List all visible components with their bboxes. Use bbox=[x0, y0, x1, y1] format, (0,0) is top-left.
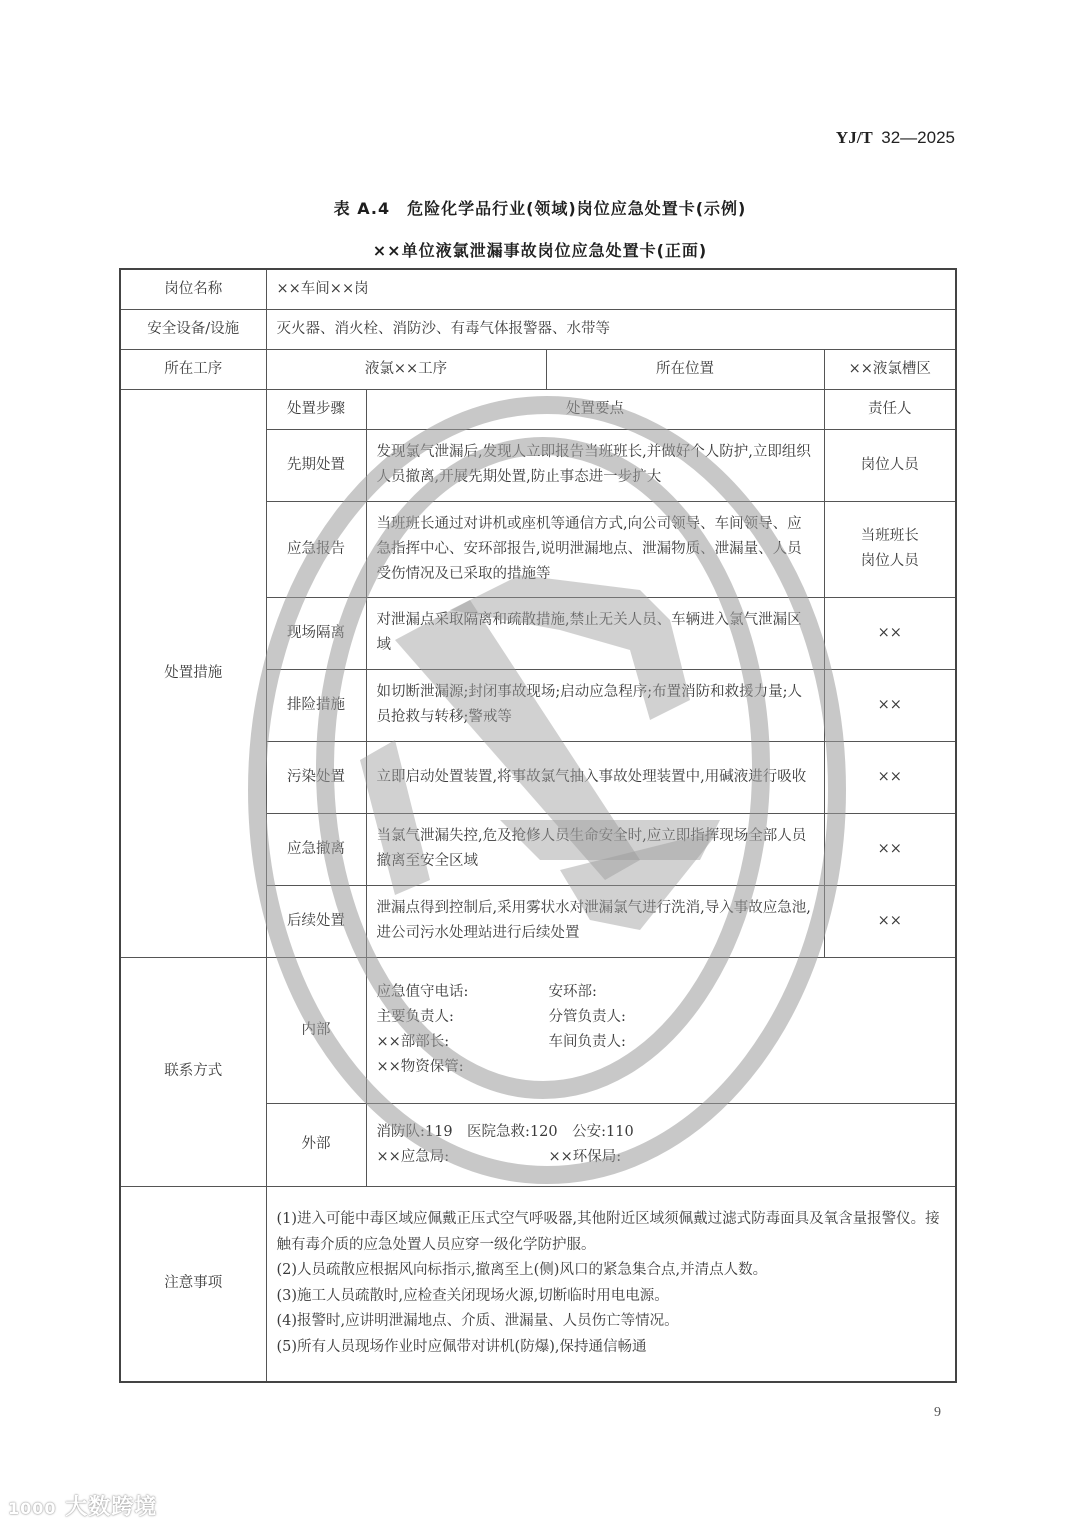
card-title: ××单位液氯泄漏事故岗位应急处置卡(正面) bbox=[372, 241, 708, 260]
equipment-value: 灭火器、消火栓、消防沙、有毒气体报警器、水带等 bbox=[266, 309, 956, 349]
contact-entry bbox=[549, 1055, 946, 1080]
equipment-label: 安全设备/设施 bbox=[120, 309, 266, 349]
standard-number: 32—2025 bbox=[881, 128, 955, 147]
measure-points: 当氯气泄漏失控,危及抢修人员生命安全时,应立即指挥现场全部人员撤离至安全区域 bbox=[366, 813, 824, 885]
measure-person: ×× bbox=[824, 597, 956, 669]
contact-internal-label: 内部 bbox=[266, 957, 366, 1103]
measure-step: 排险措施 bbox=[266, 669, 366, 741]
note-item: (5)所有人员现场作业时应佩带对讲机(防爆),保持通信畅通 bbox=[276, 1338, 647, 1355]
measure-person: ×× bbox=[824, 813, 956, 885]
page-number: 9 bbox=[934, 1405, 941, 1420]
contact-external-label: 外部 bbox=[266, 1103, 366, 1186]
contact-external-emergency-numbers: 消防队:119 医院急救:120 公安:110 bbox=[376, 1123, 634, 1140]
measure-step: 后续处置 bbox=[266, 885, 366, 957]
contact-entry: 分管负责人: bbox=[548, 1009, 626, 1025]
process-label: 所在工序 bbox=[120, 349, 266, 389]
standard-code bbox=[836, 128, 955, 148]
measure-step: 先期处置 bbox=[266, 429, 366, 501]
row-post-name bbox=[120, 269, 956, 309]
post-name-value: ××车间××岗 bbox=[266, 269, 956, 309]
header-points: 处置要点 bbox=[366, 389, 824, 429]
contact-entry: ××应急局: bbox=[376, 1148, 450, 1165]
measures-header-row bbox=[120, 389, 956, 429]
measure-step: 应急报告 bbox=[266, 501, 366, 597]
contact-external-list bbox=[366, 1103, 956, 1186]
contact-entry: ××环保局: bbox=[548, 1148, 622, 1165]
measure-points: 对泄漏点采取隔离和疏散措施,禁止无关人员、车辆进入氯气泄漏区域 bbox=[366, 597, 824, 669]
table-caption: 表 A.4 危险化学品行业(领域)岗位应急处置卡(示例) bbox=[333, 199, 747, 218]
note-item: (1)进入可能中毒区域应佩戴正压式空气呼吸器,其他附近区域须佩戴过滤式防毒面具及氧含量报警仪。接触有毒介质的应急处置人员应穿一级化学防护服。 bbox=[276, 1211, 940, 1253]
contact-entry: 车间负责人: bbox=[548, 1034, 626, 1050]
location-value: ××液氯槽区 bbox=[824, 349, 956, 389]
measure-points: 发现氯气泄漏后,发现人立即报告当班班长,并做好个人防护,立即组织人员撤离,开展先期处置,防止事态进一步扩大 bbox=[366, 429, 824, 501]
standard-prefix: YJ/T bbox=[835, 128, 873, 147]
site-logo-icon: 1000 bbox=[8, 1499, 57, 1518]
measure-person bbox=[824, 501, 956, 597]
post-name-label: 岗位名称 bbox=[120, 269, 266, 309]
measure-points: 如切断泄漏源;封闭事故现场;启动应急程序;布置消防和救援力量;人员抢救与转移;警戒等 bbox=[366, 669, 824, 741]
location-label: 所在位置 bbox=[546, 349, 824, 389]
row-equipment bbox=[120, 309, 956, 349]
measure-person: ×× bbox=[824, 885, 956, 957]
contact-entry: 主要负责人: bbox=[376, 1009, 454, 1025]
measure-points: 当班班长通过对讲机或座机等通信方式,向公司领导、车间领导、应急指挥中心、安环部报告,说明泄漏地点、泄漏物质、泄漏量、人员受伤情况及已采取的措施等 bbox=[366, 501, 824, 597]
measures-label: 处置措施 bbox=[120, 389, 266, 957]
measure-person: 岗位人员 bbox=[824, 429, 956, 501]
measure-points: 泄漏点得到控制后,采用雾状水对泄漏氯气进行洗消,导入事故应急池,进公司污水处理站进行后续处置 bbox=[366, 885, 824, 957]
note-item: (3)施工人员疏散时,应检查关闭现场火源,切断临时用电电源。 bbox=[276, 1287, 669, 1304]
notes-row bbox=[120, 1186, 956, 1382]
measure-step: 污染处置 bbox=[266, 741, 366, 813]
note-item: (2)人员疏散应根据风向标指示,撤离至上(侧)风口的紧急集合点,并清点人数。 bbox=[276, 1262, 768, 1279]
notes-label: 注意事项 bbox=[120, 1186, 266, 1382]
process-value: 液氯××工序 bbox=[266, 349, 546, 389]
measure-step: 应急撤离 bbox=[266, 813, 366, 885]
measure-step: 现场隔离 bbox=[266, 597, 366, 669]
contact-internal-list bbox=[366, 957, 956, 1103]
contact-internal-row bbox=[120, 957, 956, 1103]
contact-entry: 应急值守电话: bbox=[376, 984, 469, 1000]
contact-label: 联系方式 bbox=[120, 957, 266, 1186]
row-process bbox=[120, 349, 956, 389]
contact-entry: ××部部长: bbox=[376, 1034, 450, 1050]
contact-entry: 安环部: bbox=[548, 984, 597, 1000]
site-watermark-text: 大数跨境 bbox=[65, 1495, 158, 1520]
measure-person: ×× bbox=[824, 741, 956, 813]
measure-points: 立即启动处置装置,将事故氯气抽入事故处理装置中,用碱液进行吸收 bbox=[366, 741, 824, 813]
header-step: 处置步骤 bbox=[266, 389, 366, 429]
note-item: (4)报警时,应讲明泄漏地点、介质、泄漏量、人员伤亡等情况。 bbox=[276, 1313, 679, 1330]
measure-person-line: 当班班长 bbox=[860, 528, 919, 544]
measure-person-line: 岗位人员 bbox=[860, 553, 919, 569]
header-person: 责任人 bbox=[824, 389, 956, 429]
measure-person: ×× bbox=[824, 669, 956, 741]
emergency-card-table bbox=[119, 268, 957, 1383]
site-watermark bbox=[8, 1490, 157, 1521]
contact-entry: ××物资保管: bbox=[376, 1059, 464, 1075]
notes-list bbox=[266, 1186, 956, 1382]
